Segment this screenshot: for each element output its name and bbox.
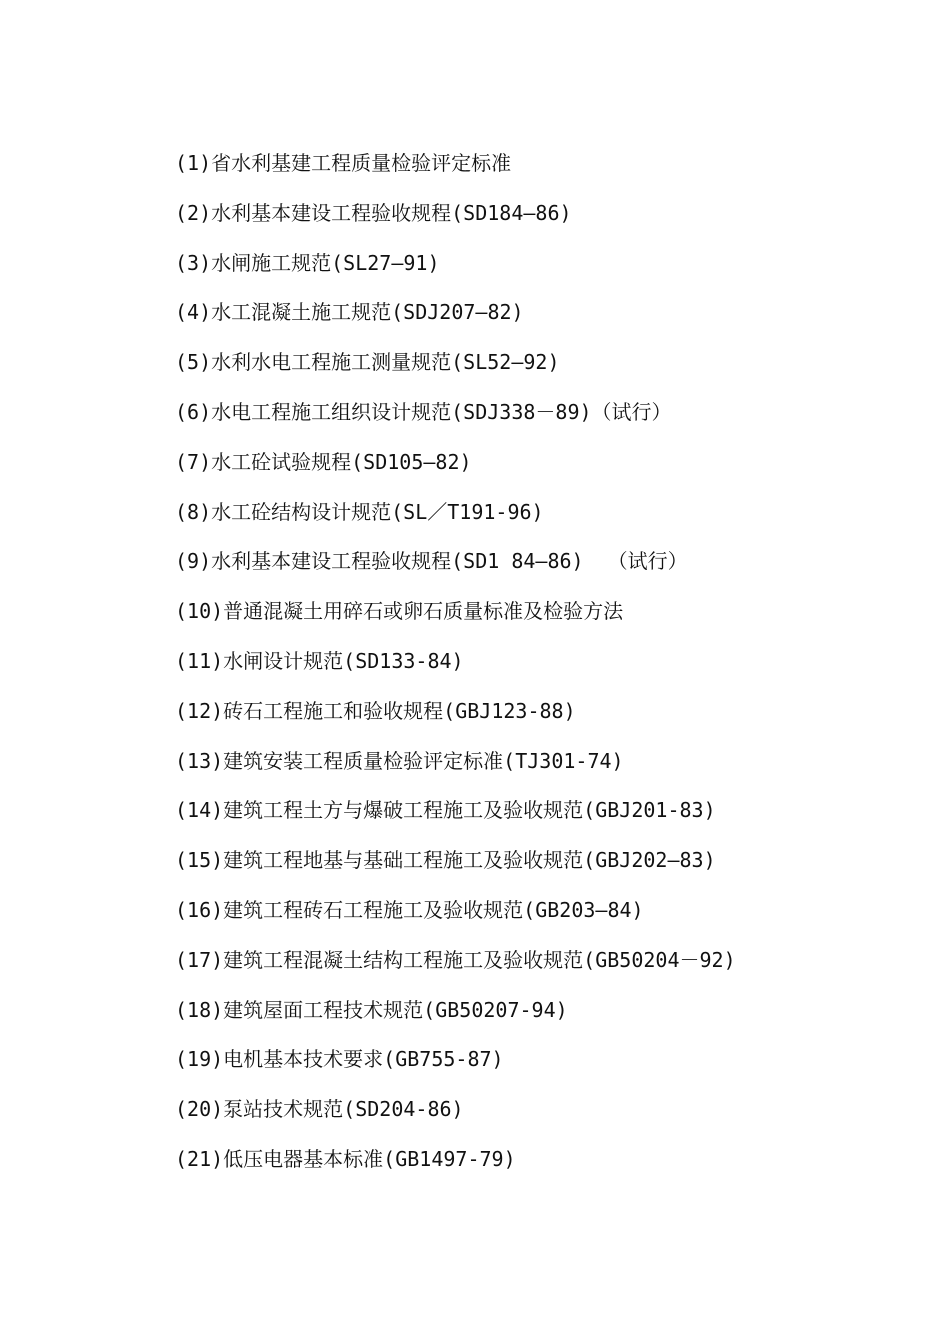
list-item: (9)水利基本建设工程验收规程(SD1 84—86) （试行） (175, 549, 688, 574)
list-item: (19)电机基本技术要求(GB755-87) (175, 1047, 504, 1072)
list-item: (7)水工砼试验规程(SD105—82) (175, 449, 472, 474)
list-item: (12)砖石工程施工和验收规程(GBJ123-88) (175, 698, 576, 723)
list-item: (17)建筑工程混凝土结构工程施工及验收规范(GB50204－92) (175, 947, 736, 972)
list-item: (8)水工砼结构设计规范(SL／T191-96) (175, 499, 544, 524)
list-item: (14)建筑工程土方与爆破工程施工及验收规范(GBJ201-83) (175, 798, 716, 823)
list-item: (18)建筑屋面工程技术规范(GB50207-94) (175, 997, 568, 1022)
list-item: (13)建筑安装工程质量检验评定标准(TJ301-74) (175, 748, 624, 773)
list-item: (10)普通混凝土用碎石或卵石质量标准及检验方法 (175, 599, 624, 624)
reference-standards-list (175, 145, 736, 1191)
list-item: (16)建筑工程砖石工程施工及验收规范(GB203—84) (175, 897, 644, 922)
list-item: (4)水工混凝土施工规范(SDJ207—82) (175, 300, 524, 325)
list-item: (15)建筑工程地基与基础工程施工及验收规范(GBJ202—83) (175, 848, 716, 873)
list-item: (2)水利基本建设工程验收规程(SD184—86) (175, 200, 572, 225)
list-item: (5)水利水电工程施工测量规范(SL52—92) (175, 350, 560, 375)
list-item: (1)省水利基建工程质量检验评定标准 (175, 151, 512, 175)
list-item: (21)低压电器基本标准(GB1497-79) (175, 1146, 516, 1171)
list-item: (6)水电工程施工组织设计规范(SDJ338－89)（试行） (175, 399, 672, 424)
list-item: (3)水闸施工规范(SL27—91) (175, 250, 440, 275)
list-item: (11)水闸设计规范(SD133-84) (175, 648, 464, 673)
list-item: (20)泵站技术规范(SD204-86) (175, 1097, 464, 1122)
